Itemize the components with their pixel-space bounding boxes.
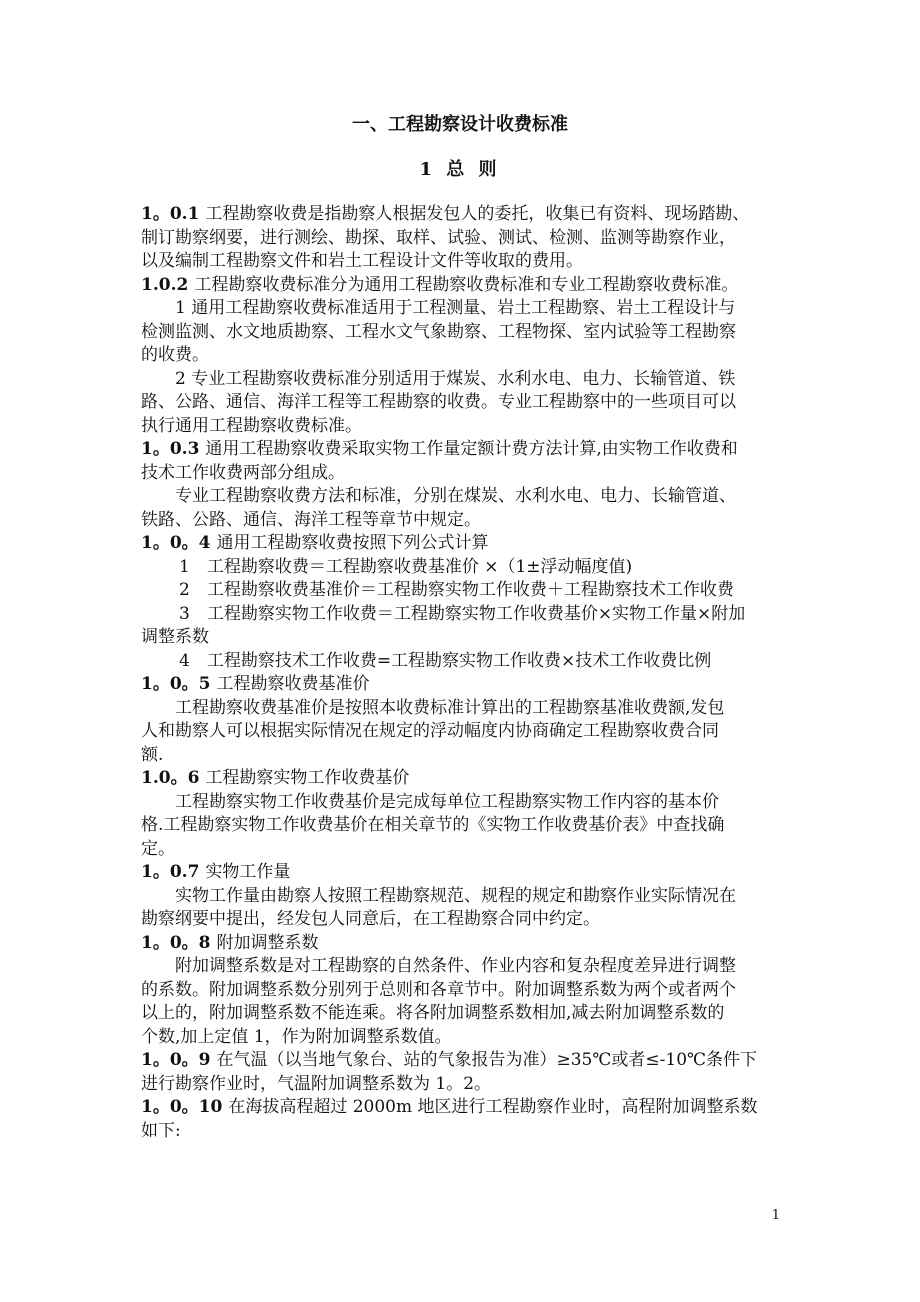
text-line bbox=[141, 1002, 789, 1026]
line-text: 2 专业工程勘察收费标准分别适用于煤炭、水利水电、电力、长输管道、铁 bbox=[175, 368, 736, 389]
line-text: 个数,加上定值 1，作为附加调整系数值。 bbox=[141, 1026, 452, 1047]
line-text: 调整系数 bbox=[141, 627, 209, 647]
text-line bbox=[141, 720, 789, 744]
text-line bbox=[141, 603, 789, 627]
line-text: 实物工作量 bbox=[205, 862, 291, 882]
text-line bbox=[141, 556, 789, 580]
text-line bbox=[141, 297, 789, 321]
text-line bbox=[141, 791, 789, 815]
clause-line bbox=[141, 932, 789, 956]
text-line bbox=[141, 1073, 789, 1097]
line-text: 格.工程勘察实物工作收费基价在相关章节的《实物工作收费基价表》中查找确 bbox=[141, 815, 725, 835]
text-line bbox=[141, 744, 789, 768]
line-text: 工程勘察收费基准价 bbox=[216, 674, 370, 694]
clause-line bbox=[141, 274, 789, 298]
line-text: 人和勘察人可以根据实际情况在规定的浮动幅度内协商确定工程勘察收费合同 bbox=[141, 721, 719, 741]
text-line bbox=[141, 579, 789, 603]
clause-line bbox=[141, 1049, 789, 1073]
line-text: 工程勘察收费是指勘察人根据发包人的委托，收集已有资料、现场踏勘、 bbox=[205, 204, 750, 224]
line-text: 以上的，附加调整系数不能连乘。将各附加调整系数相加,减去附加调整系数的 bbox=[141, 1003, 725, 1023]
clause-number: 1。0.1 bbox=[141, 204, 200, 224]
line-text: 1 通用工程勘察收费标准适用于工程测量、岩土工程勘察、岩土工程设计与 bbox=[175, 298, 736, 318]
line-text: 工程勘察实物工作收费基价是完成每单位工程勘察实物工作内容的基本价 bbox=[175, 791, 719, 812]
line-text: 专业工程勘察收费方法和标准，分别在煤炭、水利水电、电力、长输管道、 bbox=[175, 486, 736, 506]
text-line bbox=[141, 1120, 789, 1144]
line-text: 4 工程勘察技术工作收费=工程勘察实物工作收费×技术工作收费比例 bbox=[179, 650, 712, 671]
clause-number: 1。0。5 bbox=[141, 674, 211, 694]
text-line bbox=[141, 908, 789, 932]
body-text bbox=[141, 203, 789, 1143]
clause-number: 1。0.3 bbox=[141, 439, 200, 459]
clause-number: 1。0。4 bbox=[141, 533, 211, 553]
line-text: 1 工程勘察收费＝工程勘察收费基准价 ×（1±浮动幅度值) bbox=[179, 556, 633, 577]
line-text: 3 工程勘察实物工作收费＝工程勘察实物工作收费基价×实物工作量×附加 bbox=[179, 603, 746, 624]
text-line bbox=[141, 979, 789, 1003]
document-title: 一、工程勘察设计收费标准 bbox=[352, 114, 568, 135]
line-text: 工程勘察收费基准价是按照本收费标准计算出的工程勘察基准收费额,发包 bbox=[175, 697, 725, 718]
line-text: 路、公路、通信、海洋工程等工程勘察的收费。专业工程勘察中的一些项目可以 bbox=[141, 392, 736, 412]
clause-line bbox=[141, 673, 789, 697]
line-text: 通用工程勘察收费采取实物工作量定额计费方法计算,由实物工作收费和 bbox=[205, 439, 738, 459]
text-line bbox=[141, 227, 789, 251]
line-text: 在气温（以当地气象台、站的气象报告为准）≥35℃或者≤-10℃条件下 bbox=[216, 1050, 758, 1070]
line-text: 附加调整系数 bbox=[216, 932, 319, 953]
text-line bbox=[141, 368, 789, 392]
clause-number: 1。0。8 bbox=[141, 932, 211, 953]
line-text: 附加调整系数是对工程勘察的自然条件、作业内容和复杂程度差异进行调整 bbox=[175, 956, 736, 976]
text-line bbox=[141, 321, 789, 345]
text-line bbox=[141, 814, 789, 838]
clause-line bbox=[141, 1096, 789, 1120]
line-text: 铁路、公路、通信、海洋工程等章节中规定。 bbox=[141, 509, 481, 530]
clause-line bbox=[141, 861, 789, 885]
text-line bbox=[141, 485, 789, 509]
line-text: 的系数。附加调整系数分别列于总则和各章节中。附加调整系数为两个或者两个 bbox=[141, 979, 736, 1000]
text-line bbox=[141, 509, 789, 533]
line-text: 工程勘察收费标准分为通用工程勘察收费标准和专业工程勘察收费标准。 bbox=[194, 274, 739, 295]
clause-number: 1。0。10 bbox=[141, 1097, 223, 1117]
text-line bbox=[141, 838, 789, 862]
clause-number: 1。0。9 bbox=[141, 1050, 211, 1070]
line-text: 的收费。 bbox=[141, 345, 209, 365]
text-line bbox=[141, 250, 789, 274]
line-text: 技术工作收费两部分组成。 bbox=[141, 462, 345, 483]
text-line bbox=[141, 697, 789, 721]
line-text: 勘察纲要中提出，经发包人同意后，在工程勘察合同中约定。 bbox=[141, 909, 600, 929]
clause-number: 1.0.2 bbox=[141, 274, 189, 295]
line-text: 检测监测、水文地质勘察、工程水文气象勘察、工程物探、室内试验等工程勘察 bbox=[141, 321, 736, 342]
line-text: 通用工程勘察收费按照下列公式计算 bbox=[216, 533, 489, 553]
line-text: 额. bbox=[141, 744, 164, 765]
line-text: 以及编制工程勘察文件和岩土工程设计文件等收取的费用。 bbox=[141, 251, 583, 271]
clause-line bbox=[141, 203, 789, 227]
text-line bbox=[141, 462, 789, 486]
line-text: 进行勘察作业时，气温附加调整系数为 1。2。 bbox=[141, 1073, 492, 1094]
text-line bbox=[141, 955, 789, 979]
text-line bbox=[141, 885, 789, 909]
clause-line bbox=[141, 438, 789, 462]
line-text: 在海拔高程超过 2000m 地区进行工程勘察作业时，高程附加调整系数 bbox=[228, 1097, 758, 1117]
line-text: 实物工作量由勘察人按照工程勘察规范、规程的规定和勘察作业实际情况在 bbox=[175, 885, 736, 906]
text-line bbox=[141, 415, 789, 439]
page-number: 1 bbox=[771, 1208, 780, 1223]
line-text: 如下: bbox=[141, 1120, 181, 1141]
line-text: 2 工程勘察收费基准价＝工程勘察实物工作收费＋工程勘察技术工作收费 bbox=[179, 580, 734, 600]
clause-number: 1.0。6 bbox=[141, 768, 200, 788]
line-text: 工程勘察实物工作收费基价 bbox=[205, 768, 410, 788]
section-heading: 1 总 则 bbox=[419, 159, 501, 180]
text-line bbox=[141, 391, 789, 415]
text-line bbox=[141, 344, 789, 368]
clause-line bbox=[141, 767, 789, 791]
text-line bbox=[141, 650, 789, 674]
line-text: 定。 bbox=[141, 838, 175, 859]
clause-number: 1。0.7 bbox=[141, 862, 200, 882]
line-text: 执行通用工程勘察收费标准。 bbox=[141, 415, 362, 436]
line-text: 制订勘察纲要，进行测绘、勘探、取样、试验、测试、检测、监测等勘察作业， bbox=[141, 227, 736, 248]
text-line bbox=[141, 626, 789, 650]
clause-line bbox=[141, 532, 789, 556]
text-line bbox=[141, 1026, 789, 1050]
